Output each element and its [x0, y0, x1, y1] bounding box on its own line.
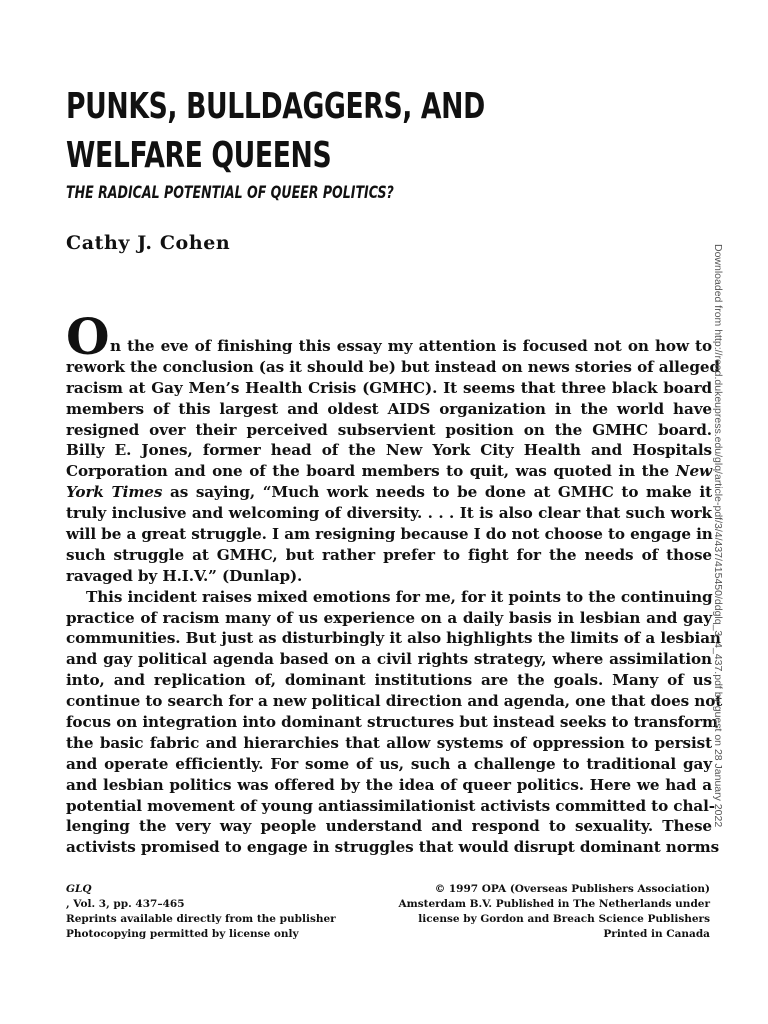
body-line: n the eve of finishing this essay my attention is focused not on how to	[110, 337, 712, 355]
body-line-text: Corporation and one of the board members to quit, was quoted in the	[66, 462, 670, 481]
body-line: such struggle at GMHC, but rather prefer to fight for the needs of those	[66, 545, 712, 564]
body-line: rework the conclusion (as it should be) but instead on news stories of alleged	[66, 357, 720, 376]
body-line-with-newspaper	[66, 461, 712, 482]
body-line: into, and replication of, dominant institutions are the goals. Many of us	[66, 671, 712, 690]
newspaper-name-part-1: New	[675, 462, 712, 481]
body-line: continue to search for a new political direction and agenda, one that does not	[66, 692, 723, 711]
body-line: the basic fabric and hierarchies that allow systems of oppression to persist	[66, 733, 712, 752]
journal-name: GLQ	[66, 883, 92, 895]
body-line: truly inclusive and welcoming of diversity. . . . It is also clear that such work	[66, 504, 712, 523]
body-line: This incident raises mixed emotions for me, for it points to the continuing	[86, 587, 713, 606]
body-line: members of this largest and oldest AIDS organization in the world have	[66, 399, 712, 418]
body-line: Billy E. Jones, former head of the New York City Health and Hospitals	[66, 441, 712, 460]
footer-citation	[66, 882, 336, 912]
footer-publication-info	[66, 882, 336, 942]
body-line: ravaged by H.I.V.” (Dunlap).	[66, 566, 303, 585]
footer-printed: Printed in Canada	[603, 928, 710, 940]
drop-cap: O	[66, 307, 110, 366]
body-line: communities. But just as disturbingly it also highlights the limits of a lesbian	[66, 629, 721, 648]
body-line: potential movement of young antiassimilationist activists committed to chal-	[66, 796, 716, 815]
citation-details: , Vol. 3, pp. 437–465	[66, 898, 185, 910]
body-line: racism at Gay Men’s Health Crisis (GMHC). It seems that three black board	[66, 378, 712, 397]
body-line: lenging the very way people understand and respond to sexuality. These	[66, 817, 712, 836]
article-title	[66, 82, 525, 180]
body-line: resigned over their perceived subservient position on the GMHC board.	[66, 420, 712, 439]
footer-license: license by Gordon and Breach Science Publishers	[418, 913, 710, 925]
title-line-2: WELFARE QUEENS	[66, 135, 332, 176]
opening-line	[66, 307, 712, 366]
newspaper-name-part-2: York Times	[66, 483, 163, 502]
footer-publisher: Amsterdam B.V. Published in The Netherlands under	[398, 898, 710, 910]
footer-reprints: Reprints available directly from the publisher	[66, 913, 336, 925]
download-watermark: Downloaded from http://read.dukeupress.edu/glq/article-pdf/3/4/437/415450/ddglq_3_4_437.pdf by guest on 28 January 2022	[712, 244, 724, 828]
footer-photocopying: Photocopying permitted by license only	[66, 928, 299, 940]
body-line: and operate efficiently. For some of us, such a challenge to traditional gay	[66, 754, 712, 773]
body-line: practice of racism many of us experience on a daily basis in lesbian and gay	[66, 608, 712, 627]
body-line: focus on integration into dominant structures but instead seeks to transform	[66, 713, 718, 732]
body-line: activists promised to engage in struggles that would disrupt dominant norms	[66, 838, 720, 857]
body-line-with-newspaper	[66, 482, 712, 503]
body-line: and gay political agenda based on a civil rights strategy, where assimilation	[66, 650, 712, 669]
body-line: and lesbian politics was offered by the idea of queer politics. Here we had a	[66, 775, 712, 794]
body-line: will be a great struggle. I am resigning because I do not choose to engage in	[66, 525, 713, 544]
body-line-text: as saying, “Much work needs to be done at GMHC to make it	[169, 483, 712, 502]
footer-copyright-info	[398, 882, 710, 942]
footer-copyright: © 1997 OPA (Overseas Publishers Association)	[434, 883, 710, 895]
author-name: Cathy J. Cohen	[66, 232, 231, 254]
title-line-1: PUNKS, BULLDAGGERS, AND	[66, 86, 485, 127]
article-subtitle: THE RADICAL POTENTIAL OF QUEER POLITICS?	[66, 183, 394, 203]
